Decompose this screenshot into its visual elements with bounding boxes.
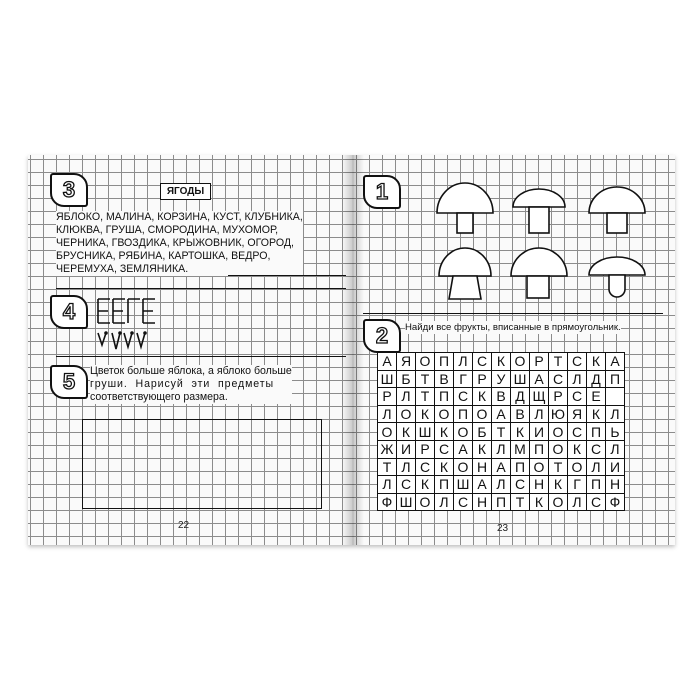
grid-cell[interactable]: Д [511,388,530,406]
grid-cell[interactable]: О [568,458,587,476]
grid-row [378,423,625,441]
grid-cell[interactable]: П [435,353,454,371]
grid-cell[interactable]: Р [473,370,492,388]
grid-cell[interactable]: Т [549,458,568,476]
grid-cell[interactable]: С [587,440,606,458]
pattern-drawing-icon [90,293,160,351]
grid-cell[interactable]: Г [454,370,473,388]
grid-cell[interactable]: Л [492,440,511,458]
grid-cell[interactable]: В [511,405,530,423]
mushroom-icon [439,248,491,299]
grid-cell[interactable]: М [511,440,530,458]
grid-row [378,370,625,388]
grid-cell[interactable]: С [568,353,587,371]
grid-cell[interactable]: Н [606,476,625,494]
grid-row [378,440,625,458]
grid-cell[interactable]: Д [587,370,606,388]
grid-cell[interactable]: П [492,493,511,511]
grid-cell[interactable]: Е [587,388,606,406]
grid-cell[interactable]: Ф [378,493,397,511]
grid-cell[interactable]: О [549,423,568,441]
grid-cell[interactable]: О [416,493,435,511]
mushroom-icon [511,248,567,298]
grid-cell[interactable]: Т [416,388,435,406]
grid-cell[interactable]: Я [397,353,416,371]
task-5-line-2: груши. Нарисуй эти предметы [90,378,292,391]
grid-cell[interactable]: К [473,440,492,458]
grid-cell[interactable]: С [416,458,435,476]
grid-cell[interactable]: А [492,458,511,476]
grid-cell[interactable]: Ш [378,370,397,388]
grid-cell[interactable]: А [378,353,397,371]
grid-cell[interactable]: В [435,370,454,388]
grid-cell[interactable]: К [587,353,606,371]
grid-cell[interactable]: А [492,405,511,423]
letter-grid [377,352,625,511]
grid-cell[interactable]: Л [397,388,416,406]
mushroom-icon [589,187,645,233]
grid-cell[interactable]: Г [568,476,587,494]
task-3-title: ЯГОДЫ [160,183,211,200]
grid-cell[interactable]: Ж [378,440,397,458]
grid-cell[interactable]: У [492,370,511,388]
grid-cell[interactable]: С [511,476,530,494]
grid-cell[interactable]: Н [473,458,492,476]
grid-cell[interactable]: П [587,423,606,441]
grid-cell[interactable]: Т [416,370,435,388]
answer-line-1 [228,275,346,276]
grid-cell[interactable]: К [435,458,454,476]
grid-cell[interactable]: К [416,476,435,494]
grid-cell[interactable]: Т [549,353,568,371]
grid-cell[interactable]: С [435,440,454,458]
word-line-4: БРУСНИКА, РЯБИНА, КАРТОШКА, ВЕДРО, [56,250,303,263]
mushroom-shapes [429,177,659,305]
grid-cell[interactable]: О [454,423,473,441]
task-1-number: 1 [375,179,389,204]
grid-cell[interactable]: П [511,458,530,476]
page-left [28,155,351,545]
grid-cell[interactable]: К [435,423,454,441]
grid-row [378,493,625,511]
word-line-1: ЯБЛОКО, МАЛИНА, КОРЗИНА, КУСТ, КЛУБНИКА, [56,211,303,223]
grid-cell[interactable]: Ф [606,493,625,511]
mushroom-icon [437,183,493,233]
page-number-right: 23 [497,523,509,534]
task-2-number: 2 [375,323,389,348]
grid-cell[interactable]: С [568,388,587,406]
grid-cell[interactable]: Р [549,388,568,406]
grid-cell[interactable]: Р [530,353,549,371]
grid-row [378,476,625,494]
grid-cell[interactable]: Ш [416,423,435,441]
grid-cell[interactable]: Т [492,423,511,441]
workbook-spread [28,155,675,545]
grid-cell[interactable]: Ш [454,476,473,494]
grid-cell[interactable]: К [416,405,435,423]
grid-cell[interactable]: К [568,440,587,458]
grid-cell[interactable]: Л [397,458,416,476]
grid-cell[interactable]: О [454,458,473,476]
grid-cell[interactable]: Ь [606,423,625,441]
grid-cell[interactable]: О [378,423,397,441]
grid-cell[interactable]: П [606,370,625,388]
grid-cell[interactable]: Л [606,405,625,423]
grid-cell[interactable]: К [473,388,492,406]
word-line-2: КЛЮКВА, ГРУША, СМОРОДИНА, МУХОМОР, [56,224,303,237]
grid-cell[interactable]: Ш [511,370,530,388]
section-divider [56,356,346,357]
grid-cell[interactable]: П [587,476,606,494]
grid-cell[interactable]: Н [530,476,549,494]
grid-cell[interactable]: О [549,440,568,458]
grid-cell[interactable]: Р [416,440,435,458]
task-2-badge [363,319,401,353]
grid-cell[interactable]: Л [454,353,473,371]
grid-cell[interactable]: А [530,370,549,388]
task-3-number: 3 [62,177,76,202]
grid-row [378,353,625,371]
grid-cell[interactable]: К [530,493,549,511]
grid-cell[interactable]: С [587,493,606,511]
grid-cell[interactable]: С [454,493,473,511]
grid-row [378,388,625,406]
grid-cell[interactable]: Т [378,458,397,476]
section-divider [363,313,663,314]
grid-cell[interactable]: С [473,353,492,371]
grid-cell[interactable]: Л [606,440,625,458]
grid-cell[interactable]: Л [530,405,549,423]
grid-cell[interactable]: Л [435,493,454,511]
page-right [351,155,675,545]
grid-cell[interactable]: Б [397,370,416,388]
grid-cell[interactable]: О [549,493,568,511]
grid-cell[interactable]: Л [378,476,397,494]
grid-cell[interactable]: Л [587,458,606,476]
grid-cell[interactable]: В [492,388,511,406]
grid-cell[interactable]: И [530,423,549,441]
grid-cell[interactable]: Л [568,493,587,511]
task-2-instruction: Найди все фрукты, вписанные в прямоугольник. [405,322,621,333]
task-4-badge [50,295,88,329]
grid-cell[interactable]: Б [473,423,492,441]
mushroom-icon [513,189,565,233]
task-5-number: 5 [62,369,76,394]
grid-cell[interactable]: Я [568,405,587,423]
grid-cell[interactable]: О [511,353,530,371]
task-5-badge [50,365,88,399]
grid-cell[interactable]: О [435,405,454,423]
grid-cell[interactable]: Л [492,476,511,494]
task-5-line-3: соответствующего размера. [90,391,292,404]
grid-cell[interactable]: С [568,423,587,441]
task-1-badge [363,175,401,209]
grid-row [378,458,625,476]
grid-cell[interactable]: Т [511,493,530,511]
answer-line-2 [56,288,346,289]
word-line-3: ЧЕРНИКА, ГВОЗДИКА, КРЫЖОВНИК, ОГОРОД, [56,237,303,250]
grid-cell[interactable]: К [511,423,530,441]
grid-cell[interactable]: Р [378,388,397,406]
word-line-5: ЧЕРЕМУХА, ЗЕМЛЯНИКА. [56,263,303,276]
task-3-word-list [56,211,303,276]
grid-cell[interactable]: Н [473,493,492,511]
grid-cell[interactable]: А [606,353,625,371]
page-number-left: 22 [178,520,190,531]
grid-cell[interactable]: О [473,405,492,423]
grid-cell[interactable]: П [454,405,473,423]
grid-cell[interactable]: Щ [530,388,549,406]
task-5-text [90,365,292,404]
grid-cell[interactable]: И [397,440,416,458]
task-5-line-1: Цветок больше яблока, а яблоко больше [90,365,292,377]
grid-cell[interactable]: С [397,476,416,494]
grid-cell[interactable]: А [473,476,492,494]
grid-cell[interactable]: А [454,440,473,458]
grid-cell[interactable]: И [606,458,625,476]
grid-row [378,405,625,423]
grid-cell[interactable]: Ю [549,405,568,423]
grid-cell[interactable]: П [530,440,549,458]
grid-cell[interactable]: К [397,423,416,441]
grid-cell[interactable]: К [549,476,568,494]
grid-cell[interactable]: П [435,476,454,494]
grid-cell[interactable]: О [530,458,549,476]
grid-cell[interactable]: Л [378,405,397,423]
task-4-number: 4 [62,299,76,324]
grid-cell[interactable]: П [435,388,454,406]
grid-cell[interactable] [606,388,625,406]
grid-cell[interactable]: К [492,353,511,371]
grid-cell[interactable]: Л [568,370,587,388]
grid-cell[interactable]: Ш [397,493,416,511]
grid-cell[interactable]: О [416,353,435,371]
grid-cell[interactable]: С [454,388,473,406]
drawing-frame[interactable] [82,419,322,509]
mushroom-icon [589,257,645,297]
grid-cell[interactable]: К [587,405,606,423]
task-3-badge [50,173,88,207]
grid-cell[interactable]: О [397,405,416,423]
grid-cell[interactable]: С [549,370,568,388]
